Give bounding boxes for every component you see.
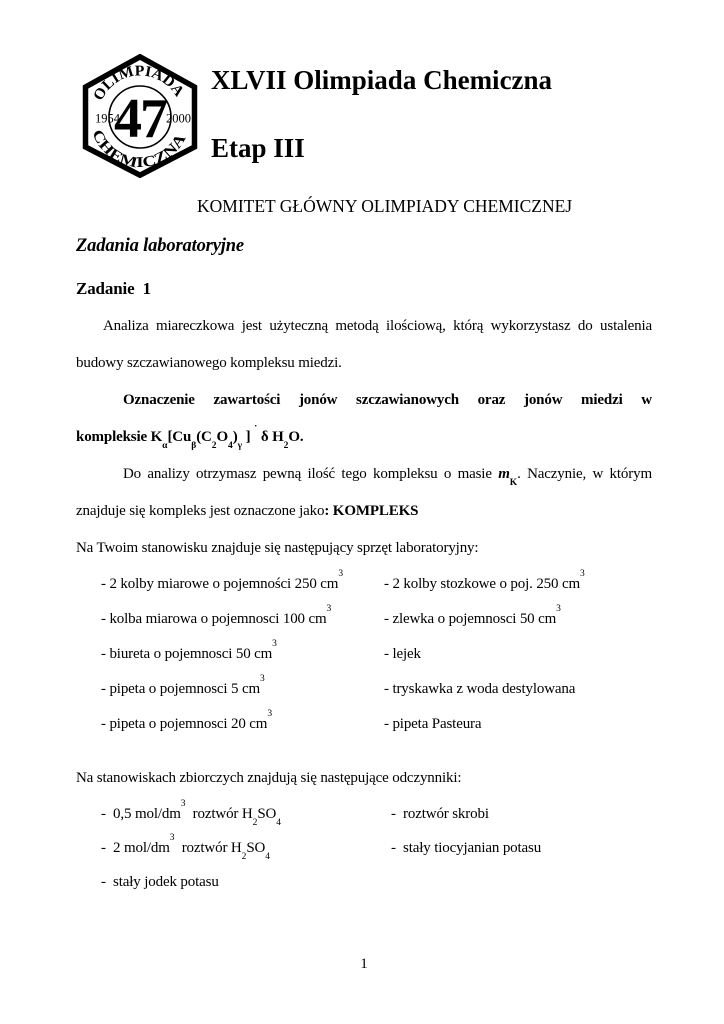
equipment-intro: Na Twoim stanowisku znajduje się następujący sprzęt laboratoryjny: xyxy=(76,540,479,556)
logo-bottom-arc-text: CHEMICZNA xyxy=(88,127,188,172)
logo-year-left: 1954 xyxy=(95,111,120,126)
equipment-item: - tryskawka z woda destylowana xyxy=(384,681,576,697)
equipment-list xyxy=(76,569,652,748)
analysis-line-1: Do analizy otrzymasz pewną ilość tego kompleksu o masie $m_K$. Naczynie, w którym xyxy=(123,466,652,488)
equipment-item: - 2 kolby stozkowe o poj. 250 $cm^3$ xyxy=(384,569,585,592)
page-number: 1 xyxy=(360,956,368,972)
reagents-list-left xyxy=(101,799,391,905)
committee-line: KOMITET GŁÓWNY OLIMPIADY CHEMICZNEJ xyxy=(197,196,573,216)
reagent-item: - stały jodek potasu xyxy=(101,874,219,890)
logo-year-right: 2000 xyxy=(166,111,191,126)
task-statement-formula: kompleksie $K_\alpha[Cu_\beta(C_2O_4)_\gamma$ ] · δ $H_2O$. xyxy=(76,422,304,451)
logo-top-arc-text: OLIMPIADA xyxy=(90,63,187,104)
reagent-item: - stały tiocyjanian potasu xyxy=(391,840,542,856)
equipment-list-right xyxy=(384,569,585,748)
equipment-item: - biureta o pojemnosci 50 $cm^3$ xyxy=(101,639,277,662)
document-body xyxy=(76,234,652,905)
task-statement-paragraph xyxy=(76,382,652,456)
page-subtitle: Etap III xyxy=(211,133,305,163)
olympiad-logo xyxy=(80,54,200,178)
analysis-paragraph xyxy=(76,456,652,530)
reagents-list xyxy=(76,799,652,905)
reagents-intro: Na stanowiskach zbiorczych znajdują się następujące odczynniki: xyxy=(76,770,462,786)
equipment-item: - kolba miarowa o pojemnosci 100 $cm^3$ xyxy=(101,604,332,627)
section-heading-lab-tasks: Zadania laboratoryjne xyxy=(76,236,244,256)
reagent-item: - roztwór skrobi xyxy=(391,806,489,822)
analysis-line-2: znajduje się kompleks jest oznaczone jako: KOMPLEKS xyxy=(76,503,419,519)
reagent-item: - 2 mol/$dm^3$ roztwór $H_2SO_4$ xyxy=(101,833,270,862)
task-statement-line-1: Oznaczenie zawartości jonów szczawianowych oraz jonów miedzi w xyxy=(123,392,652,408)
intro-paragraph xyxy=(76,308,652,382)
reagents-list-right xyxy=(391,803,541,905)
equipment-item: - zlewka o pojemnosci 50 $cm^3$ xyxy=(384,604,561,627)
equipment-list-left xyxy=(101,569,384,748)
equipment-item: - pipeta o pojemnosci 20 $cm^3$ xyxy=(101,709,273,732)
task1-heading: Zadanie 1 xyxy=(76,279,152,298)
equipment-item: - pipeta o pojemnosci 5 $cm^3$ xyxy=(101,674,265,697)
intro-line-1: Analiza miareczkowa jest użyteczną metodą ilościową, którą wykorzystasz do ustalenia xyxy=(103,318,652,334)
page-title: XLVII Olimpiada Chemiczna xyxy=(211,65,553,95)
reagent-item: - 0,5 mol/$dm^3$ roztwór $H_2SO_4$ xyxy=(101,799,281,828)
logo-number-47: 47 xyxy=(114,88,166,150)
equipment-item: - pipeta Pasteura xyxy=(384,716,482,732)
equipment-item: - lejek xyxy=(384,646,421,662)
intro-line-2: budowy szczawianowego kompleksu miedzi. xyxy=(76,355,342,371)
equipment-item: - 2 kolby miarowe o pojemności 250 $cm^3$ xyxy=(101,569,344,592)
